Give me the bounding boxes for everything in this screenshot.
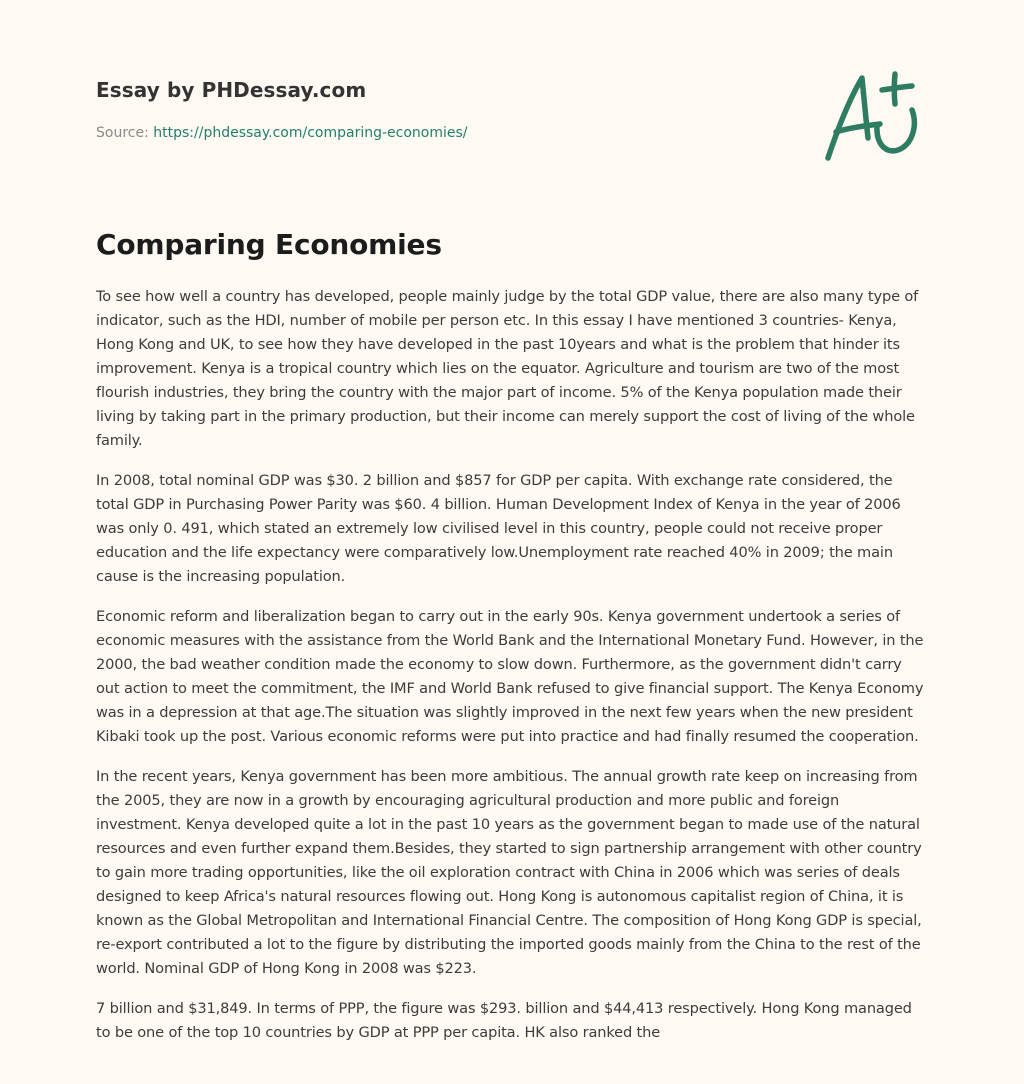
source-line (96, 123, 468, 143)
page-header (96, 0, 928, 261)
essay-paragraph: In 2008, total nominal GDP was $30. 2 billion and $857 for GDP per capita. With exchange rate considered, the total GDP in Purchasing Power Parity was $60. 4 billion. Human Development Index of Kenya in the year of 2006 was only 0. 491, which stated an extremely low civilised level in this country, people could not receive proper education and the life expectancy were comparatively low.Unemployment rate reached 40% in 2009; the main cause is the increasing population. (96, 472, 901, 585)
essay-paragraph: In the recent years, Kenya government has been more ambitious. The annual growth rate keep on increasing from the 2005, they are now in a growth by encouraging agricultural production and more public and foreign investment. Kenya developed quite a lot in the past 10 years as the government began to made use of the natural resources and even further expand them.Besides, they started to sign partnership arrangement with other country to gain more trading opportunities, like the oil exploration contract with China in 2006 which was series of deals designed to keep Africa's natural resources flowing out. Hong Kong is autonomous capitalist region of China, it is known as the Global Metropolitan and International Financial Centre. The composition of Hong Kong GDP is special, re-export contributed a lot to the figure by distributing the imported goods mainly from the China to the rest of the world. Nominal GDP of Hong Kong in 2008 was $223. (96, 768, 922, 977)
essay-title: Comparing Economies (96, 228, 442, 261)
essay-page (96, 0, 928, 1041)
essay-paragraph: To see how well a country has developed, people mainly judge by the total GDP value, there are also many type of indicator, such as the HDI, number of mobile per person etc. In this essay I have mentioned 3 countries- Kenya, Hong Kong and UK, to see how they have developed in the past 10years and what is the problem that hinder its improvement. Kenya is a tropical country which lies on the equator. Agriculture and tourism are two of the most flourish industries, they bring the country with the major part of income. 5% of the Kenya population made their living by taking part in the primary production, but their income can merely support the cost of living of the whole family. (96, 288, 919, 449)
source-label: Source: (96, 125, 154, 141)
source-link[interactable]: https://phdessay.com/comparing-economies/ (153, 125, 468, 141)
essay-body (96, 285, 928, 1061)
brand-title: Essay by PHDessay.com (96, 78, 367, 102)
a-plus-grade-icon (824, 68, 928, 164)
essay-paragraph: Economic reform and liberalization began to carry out in the early 90s. Kenya government undertook a series of economic measures with the assistance from the World Bank and the International Monetary Fund. However, in the 2000, the bad weather condition made the economy to slow down. Furthermore, as the government didn't carry out action to meet the commitment, the IMF and World Bank refused to give financial support. The Kenya Economy was in a depression at that age.The situation was slightly improved in the next few years when the new president Kibaki took up the post. Various economic reforms were put into practice and had finally resumed the cooperation. (96, 608, 924, 745)
essay-paragraph: 7 billion and $31,849. In terms of PPP, the figure was $293. billion and $44,413 respectively. Hong Kong managed to be one of the top 10 countries by GDP at PPP per capita. HK also ranked the (96, 1000, 912, 1041)
